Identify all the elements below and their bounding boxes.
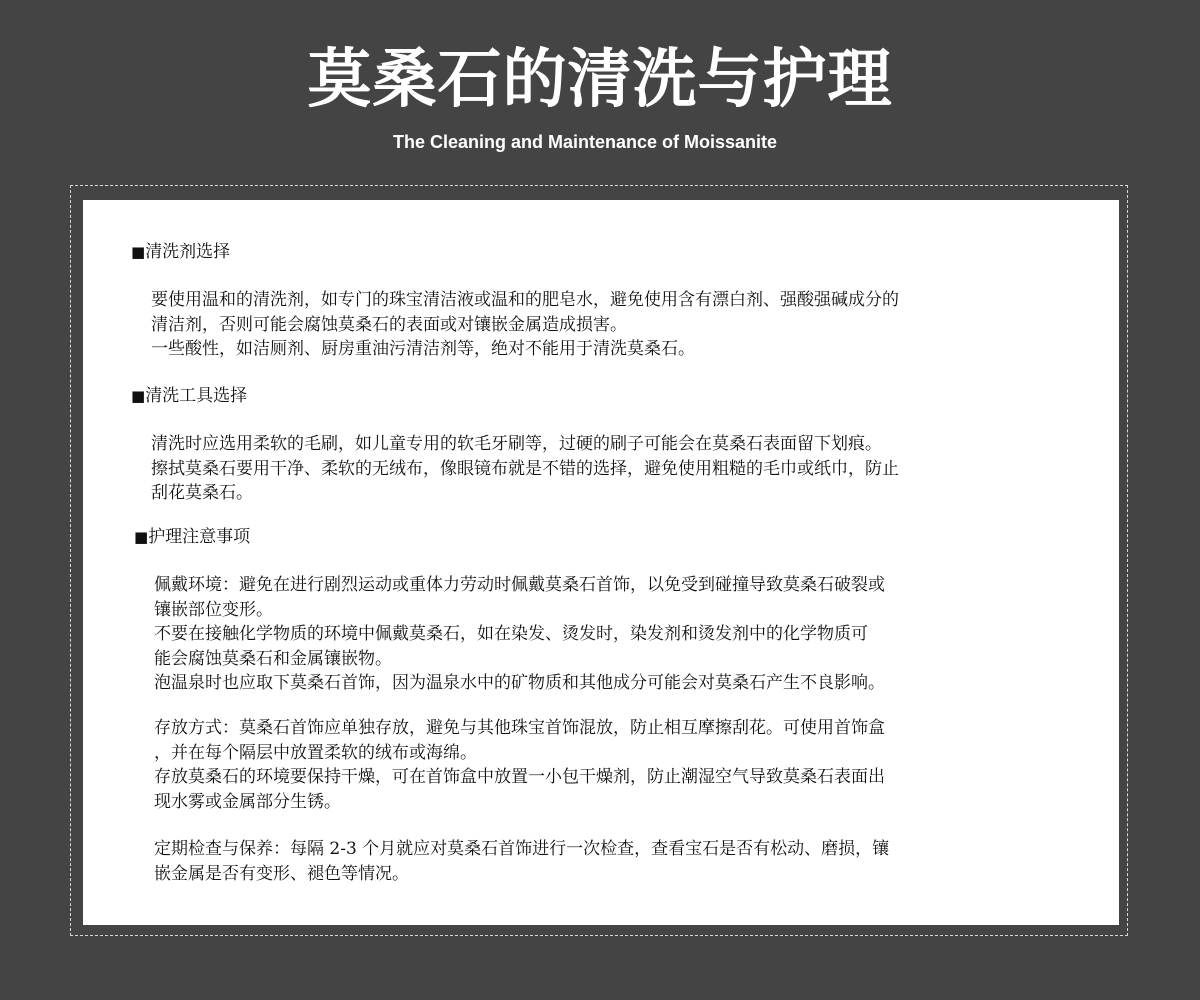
section-heading-cleaner <box>131 240 230 264</box>
square-bullet-icon: ■ <box>134 528 149 546</box>
section-paragraph: 要使用温和的清洗剂，如专门的珠宝清洁液或温和的肥皂水，避免使用含有漂白剂、强酸强碱成分的 清洁剂，否则可能会腐蚀莫桑石的表面或对镶嵌金属造成损害。 一些酸性，如洁厕剂、厨房重油污清洁剂等，绝对不能用于清洗莫桑石。 <box>151 290 899 359</box>
section-paragraph: 存放方式：莫桑石首饰应单独存放，避免与其他珠宝首饰混放，防止相互摩擦刮花。可使用首饰盒 ，并在每个隔层中放置柔软的绒布或海绵。 存放莫桑石的环境要保持干燥，可在首饰盒中放置一小包干燥剂，防止潮湿空气导致莫桑石表面出 现水雾或金属部分生锈。 <box>154 718 885 812</box>
square-bullet-icon: ■ <box>131 243 146 261</box>
square-bullet-icon: ■ <box>131 387 146 405</box>
section-heading-label: 清洗剂选择 <box>145 242 231 262</box>
section-heading-label: 护理注意事项 <box>148 527 251 547</box>
section-heading-label: 清洗工具选择 <box>145 386 248 406</box>
content-card <box>83 200 1119 925</box>
section-heading-care <box>134 525 250 549</box>
content-body <box>83 200 1119 925</box>
page-subtitle: The Cleaning and Maintenance of Moissanite <box>392 132 778 152</box>
page-title: 莫桑石的清洗与护理 <box>307 43 893 117</box>
section-paragraph: 清洗时应选用柔软的毛刷，如儿童专用的软毛牙刷等，过硬的刷子可能会在莫桑石表面留下划痕。 擦拭莫桑石要用干净、柔软的无绒布，像眼镜布就是不错的选择，避免使用粗糙的毛巾或纸巾，防止 刮花莫桑石。 <box>151 434 899 503</box>
section-heading-tools <box>131 384 247 408</box>
section-paragraph: 定期检查与保养：每隔 2-3 个月就应对莫桑石首饰进行一次检查，查看宝石是否有松动、磨损，镶 嵌金属是否有变形、褪色等情况。 <box>154 839 890 884</box>
section-paragraph: 佩戴环境：避免在进行剧烈运动或重体力劳动时佩戴莫桑石首饰，以免受到碰撞导致莫桑石破裂或 镶嵌部位变形。 不要在接触化学物质的环境中佩戴莫桑石，如在染发、烫发时，染发剂和烫发剂中的化学物质可 能会腐蚀莫桑石和金属镶嵌物。 泡温泉时也应取下莫桑石首饰，因为温泉水中的矿物质和其他成分可能会对莫桑石产生不良影响。 <box>154 575 885 693</box>
